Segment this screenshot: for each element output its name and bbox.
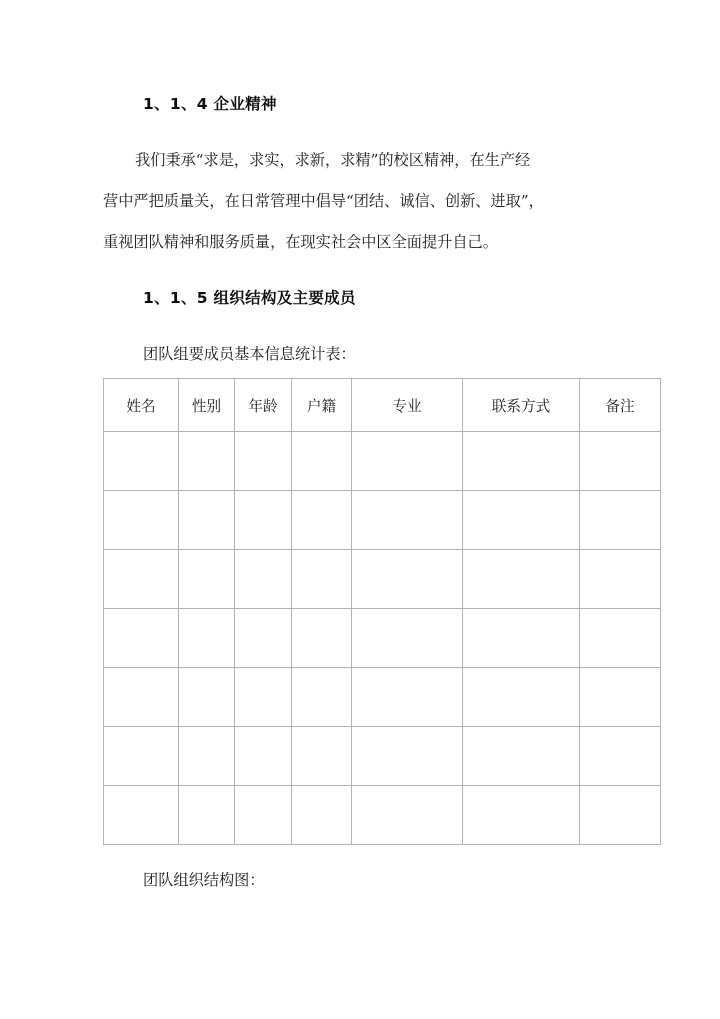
table-cell[interactable] bbox=[235, 432, 292, 491]
table-cell[interactable] bbox=[104, 668, 179, 727]
table-cell[interactable] bbox=[292, 668, 352, 727]
member-info-table bbox=[103, 378, 661, 845]
table-cell[interactable] bbox=[463, 609, 580, 668]
table-cell[interactable] bbox=[463, 786, 580, 845]
table-cell[interactable] bbox=[580, 609, 661, 668]
heading-enterprise-spirit: 1、1、4 企业精神 bbox=[143, 95, 277, 113]
table-cell[interactable] bbox=[463, 432, 580, 491]
table-cell[interactable] bbox=[179, 786, 235, 845]
table-cell[interactable] bbox=[292, 609, 352, 668]
paragraph-line: 我们秉承“求是，求实，求新，求精”的校区精神，在生产经 bbox=[135, 151, 531, 169]
table-cell[interactable] bbox=[580, 668, 661, 727]
table-cell[interactable] bbox=[580, 727, 661, 786]
paragraph-line: 营中严把质量关，在日常管理中倡导“团结、诚信、创新、进取”， bbox=[103, 192, 544, 210]
table-header-cell: 年龄 bbox=[235, 379, 292, 432]
table-cell[interactable] bbox=[292, 432, 352, 491]
table-cell[interactable] bbox=[104, 491, 179, 550]
table-cell[interactable] bbox=[235, 609, 292, 668]
caption-member-table: 团队组要成员基本信息统计表： bbox=[143, 345, 356, 363]
table-cell[interactable] bbox=[352, 491, 463, 550]
table-header-cell: 户籍 bbox=[292, 379, 352, 432]
table-row[interactable] bbox=[104, 432, 661, 491]
table-header-cell: 性别 bbox=[179, 379, 235, 432]
table-cell[interactable] bbox=[463, 550, 580, 609]
table-cell[interactable] bbox=[179, 609, 235, 668]
table-cell[interactable] bbox=[179, 727, 235, 786]
table-row[interactable] bbox=[104, 491, 661, 550]
table-cell[interactable] bbox=[235, 491, 292, 550]
table-header-cell: 备注 bbox=[580, 379, 661, 432]
table-cell[interactable] bbox=[463, 727, 580, 786]
table-cell[interactable] bbox=[104, 609, 179, 668]
table-cell[interactable] bbox=[104, 432, 179, 491]
table-cell[interactable] bbox=[580, 432, 661, 491]
table-cell[interactable] bbox=[179, 432, 235, 491]
table-cell[interactable] bbox=[352, 432, 463, 491]
table-row[interactable] bbox=[104, 550, 661, 609]
table-cell[interactable] bbox=[235, 727, 292, 786]
table-cell[interactable] bbox=[352, 727, 463, 786]
table-row[interactable] bbox=[104, 668, 661, 727]
table-cell[interactable] bbox=[580, 550, 661, 609]
table-cell[interactable] bbox=[292, 550, 352, 609]
table-cell[interactable] bbox=[104, 786, 179, 845]
table-row[interactable] bbox=[104, 786, 661, 845]
table-cell[interactable] bbox=[463, 668, 580, 727]
table-cell[interactable] bbox=[179, 550, 235, 609]
table-header-cell: 联系方式 bbox=[463, 379, 580, 432]
table-cell[interactable] bbox=[179, 491, 235, 550]
table-cell[interactable] bbox=[104, 550, 179, 609]
heading-org-structure: 1、1、5 组织结构及主要成员 bbox=[143, 289, 356, 307]
paragraph-line: 重视团队精神和服务质量，在现实社会中区全面提升自己。 bbox=[103, 233, 498, 251]
table-cell[interactable] bbox=[235, 668, 292, 727]
table-cell[interactable] bbox=[104, 727, 179, 786]
table-cell[interactable] bbox=[179, 668, 235, 727]
table-cell[interactable] bbox=[580, 786, 661, 845]
table-cell[interactable] bbox=[292, 727, 352, 786]
table-cell[interactable] bbox=[352, 609, 463, 668]
table-cell[interactable] bbox=[292, 786, 352, 845]
table-cell[interactable] bbox=[580, 491, 661, 550]
table-cell[interactable] bbox=[352, 786, 463, 845]
table-cell[interactable] bbox=[235, 550, 292, 609]
paragraph-enterprise-spirit bbox=[103, 140, 619, 263]
table-row[interactable] bbox=[104, 609, 661, 668]
table-cell[interactable] bbox=[352, 550, 463, 609]
table-cell[interactable] bbox=[235, 786, 292, 845]
table-header-cell: 专业 bbox=[352, 379, 463, 432]
caption-org-chart: 团队组织结构图： bbox=[143, 871, 265, 889]
table-cell[interactable] bbox=[292, 491, 352, 550]
table-header-cell: 姓名 bbox=[104, 379, 179, 432]
table-cell[interactable] bbox=[463, 491, 580, 550]
table-row[interactable] bbox=[104, 727, 661, 786]
table-header-row bbox=[104, 379, 661, 432]
table-cell[interactable] bbox=[352, 668, 463, 727]
